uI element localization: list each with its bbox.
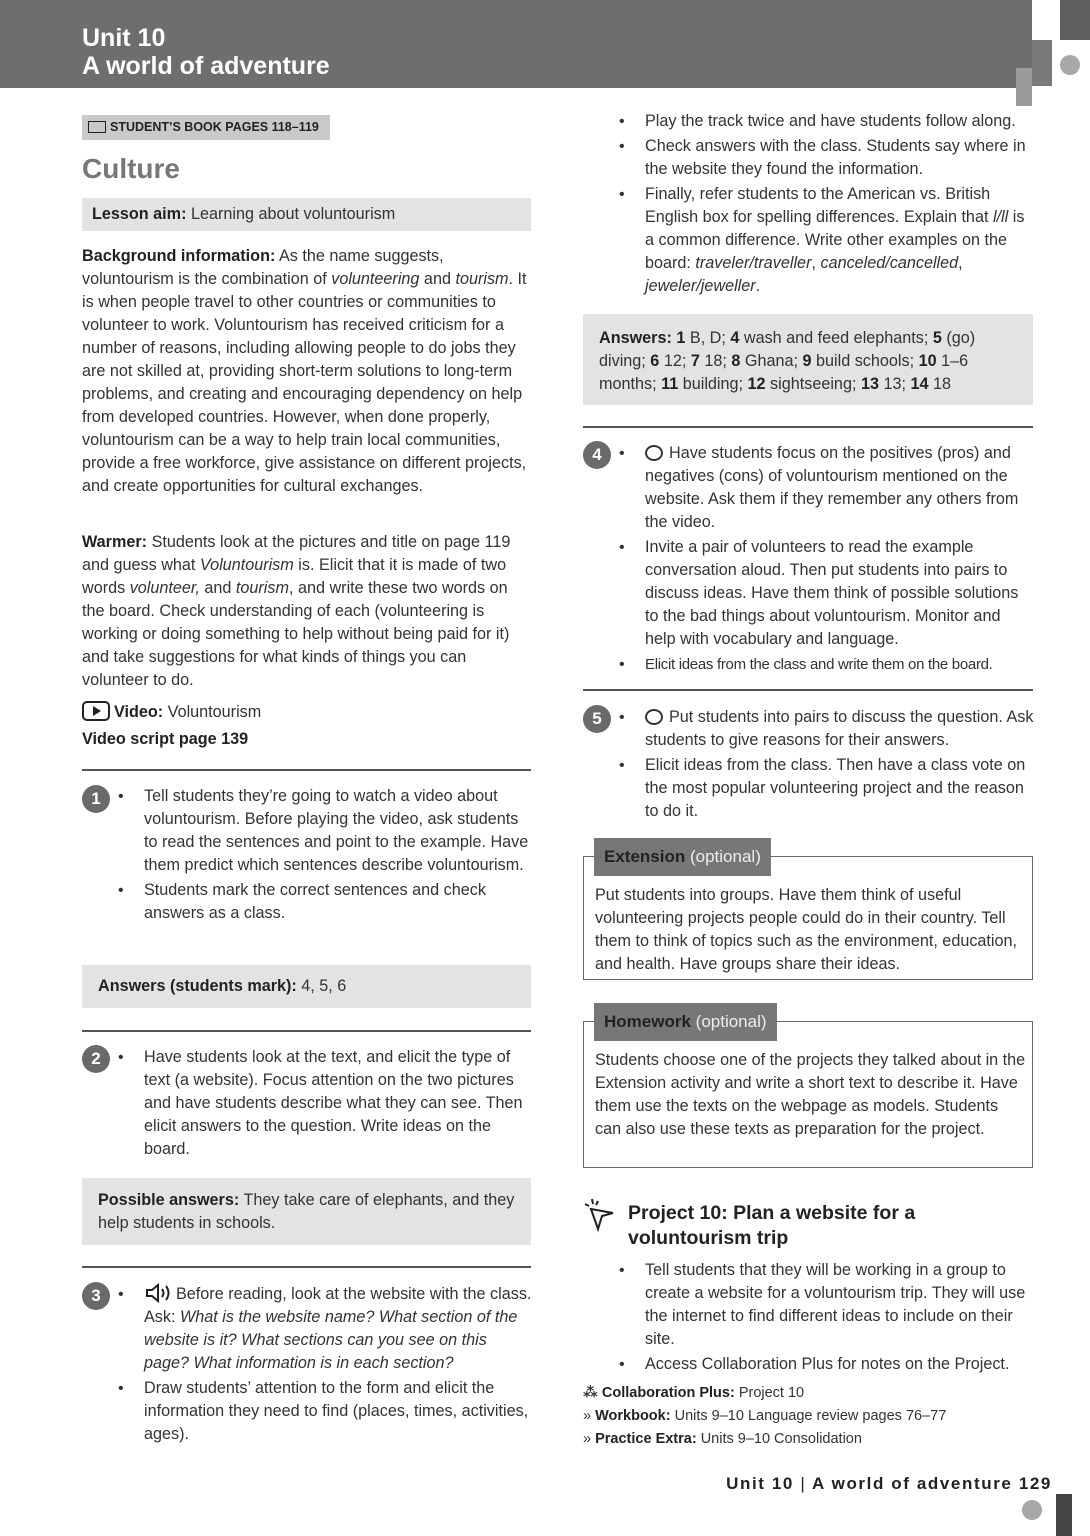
- exercise-number-2: 2: [82, 1045, 110, 1073]
- unit-name: A world of adventure: [82, 52, 330, 80]
- exercise-4: • Have students focus on the positives (pros) and negatives (cons) of voluntourism mentioned on the website. Ask them if they remember any others from the video. • Invite a pair of volunteers to read the example conversation aloud. Then put students into pairs to discuss ideas. Have them think of possible solutions to the bad things about voluntourism. Monitor and help with vocabulary and language. • Elicit ideas from the class and write them on the board.: [583, 442, 1035, 676]
- answer-item: 10 1–6 months;: [599, 352, 969, 393]
- exercise-2: • Have students look at the text, and elicit the type of text (a website). Focus attention on the two pictures and have students describe what they can see. Then elicit answers to the question. Write ideas on the board.: [82, 1046, 531, 1161]
- decor-block: [1032, 40, 1052, 86]
- extension-text: Put students into groups. Have them think of useful volunteering projects people could do in their country. Tell them to think of topics such as the environment, education, and health. Have groups share their ideas.: [595, 886, 1018, 973]
- students-book-tag: STUDENT’S BOOK PAGES 118–119: [82, 115, 330, 140]
- exercise-number-5: 5: [583, 705, 611, 733]
- homework-text: Students choose one of the projects they talked about in the Extension activity and write a short text to describe it. Have them use the texts on the webpage as models. Students can also use these texts as preparation for the project.: [595, 1051, 1026, 1138]
- unit-number: Unit 10: [82, 24, 166, 52]
- exercise-1: • Tell students they’re going to watch a video about voluntourism. Before playing the video, ask students to read the sentences and point to the example. Have them predict which sentences describe voluntourism. • Students mark the correct sentences and check answers as a class.: [82, 785, 531, 925]
- double-chevron-icon: »: [583, 1431, 592, 1447]
- exercise-number-4: 4: [583, 441, 611, 469]
- double-chevron-icon: »: [583, 1408, 592, 1424]
- homework-tab: Homework (optional): [594, 1003, 777, 1041]
- decor-block: [1056, 1494, 1072, 1536]
- references: [583, 1382, 1033, 1451]
- page-number: 129: [1018, 1474, 1052, 1493]
- speech-bubble-icon: [645, 445, 663, 461]
- answer-item: 5 (go) diving;: [599, 329, 976, 370]
- reference-practice-extra: » Practice Extra: Units 9–10 Consolidation: [583, 1431, 862, 1447]
- collaboration-icon: ⁂: [583, 1385, 598, 1401]
- decor-circle: [1022, 1500, 1042, 1520]
- audio-icon: [144, 1283, 174, 1303]
- divider: [82, 1266, 531, 1268]
- page-footer: Unit 10 | A world of adventure 129: [726, 1474, 1052, 1493]
- answer-item: 9 build schools;: [802, 352, 915, 370]
- decor-block: [1060, 0, 1090, 40]
- decor-circle: [1060, 55, 1080, 75]
- reference-collaboration: ⁂ Collaboration Plus: Project 10: [583, 1385, 805, 1401]
- answers-box-1: Answers (students mark): 4, 5, 6: [82, 965, 531, 1008]
- answers-box-2: Possible answers: They take care of elephants, and they help students in schools.: [82, 1178, 531, 1245]
- answer-item: 11 building;: [661, 375, 744, 393]
- exercise-5: • Put students into pairs to discuss the question. Ask students to give reasons for their answers. • Elicit ideas from the class. Then have a class vote on the most popular volunteering project and the reason to do it.: [583, 706, 1035, 823]
- answer-item: 8 Ghana;: [731, 352, 798, 370]
- exercise-number-3: 3: [82, 1282, 110, 1310]
- extension-tab: Extension (optional): [594, 838, 771, 876]
- answers-box-3: Answers: 1 B, D; 4 wash and feed elephants; 5 (go) diving; 6 12; 7 18; 8 Ghana; 9 build schools; 10 1–6 months; 11 building; 12 sightseeing; 13 13; 14 18: [583, 314, 1033, 405]
- video-icon: [82, 701, 110, 721]
- answer-item: 13 13;: [860, 375, 906, 393]
- answer-item: 1 B, D;: [676, 329, 726, 347]
- answer-item: 12 sightseeing;: [747, 375, 857, 393]
- answer-item: 4 wash and feed elephants;: [730, 329, 929, 347]
- divider: [82, 1030, 531, 1032]
- exercise-3-part-2: • Play the track twice and have students follow along. • Check answers with the class. Students say where in the website they found the information. • Finally, refer students to the American vs. British English box for spelling differences. Explain that l/ll is a common difference. Write other examples on the board: traveler/traveller, canceled/cancelled, jeweler/jeweller.: [583, 110, 1035, 298]
- exercise-3-part-1: • Before reading, look at the website with the class. Ask: What is the website name? What section of the website is it? What sections can you see on this page? What information is in each section? • Draw students’ attention to the form and elicit the information they need to find (places, times, activities, ages).: [82, 1283, 534, 1446]
- answer-item: 14 18: [910, 375, 952, 393]
- answer-item: 7 18;: [690, 352, 727, 370]
- warmer: Warmer: Students look at the pictures and title on page 119 and guess what Voluntourism is. Elicit that it is made of two words volunteer, and tourism, and write these two words on the board. Check understanding of each (volunteering is working or doing something to help without being paid for it) and take suggestions for what kinds of things you can volunteer to do.: [82, 533, 511, 689]
- reference-workbook: » Workbook: Units 9–10 Language review pages 76–77: [583, 1408, 947, 1424]
- background-information: Background information: As the name suggests, voluntourism is the combination of volunteering and tourism. It is when people travel to other countries or communities to volunteer to work. Voluntourism has received criticism for a number of reasons, including allowing people to do jobs they are not skilled at, providing short-term solutions to long-term problems, and creating and encouraging dependency on help from developed countries. However, when done properly, voluntourism can be a way to help train local communities, provide a free workforce, give assistance on different projects, and create opportunities for cultural exchanges.: [82, 247, 527, 495]
- decor-block: [1016, 68, 1032, 106]
- divider: [583, 689, 1033, 691]
- unit-title: [82, 24, 330, 80]
- answer-item: 6 12;: [650, 352, 687, 370]
- divider: [583, 426, 1033, 428]
- project-steps: • Tell students that they will be working in a group to create a website for a voluntourism trip. They will use the internet to find different ideas to include on their site. • Access Collaboration Plus for notes on the Project.: [583, 1259, 1035, 1376]
- speech-bubble-icon: [645, 709, 663, 725]
- divider: [82, 769, 531, 771]
- exercise-number-1: 1: [82, 785, 110, 813]
- lesson-aim-box: Lesson aim: Learning about voluntourism: [82, 198, 531, 231]
- project-icon: [583, 1197, 619, 1233]
- project-title: Project 10: Plan a website for a voluntourism trip: [628, 1202, 916, 1249]
- book-icon: [88, 121, 106, 133]
- section-title: Culture: [82, 153, 180, 184]
- video-info: Video: Voluntourism Video script page 139: [82, 703, 262, 748]
